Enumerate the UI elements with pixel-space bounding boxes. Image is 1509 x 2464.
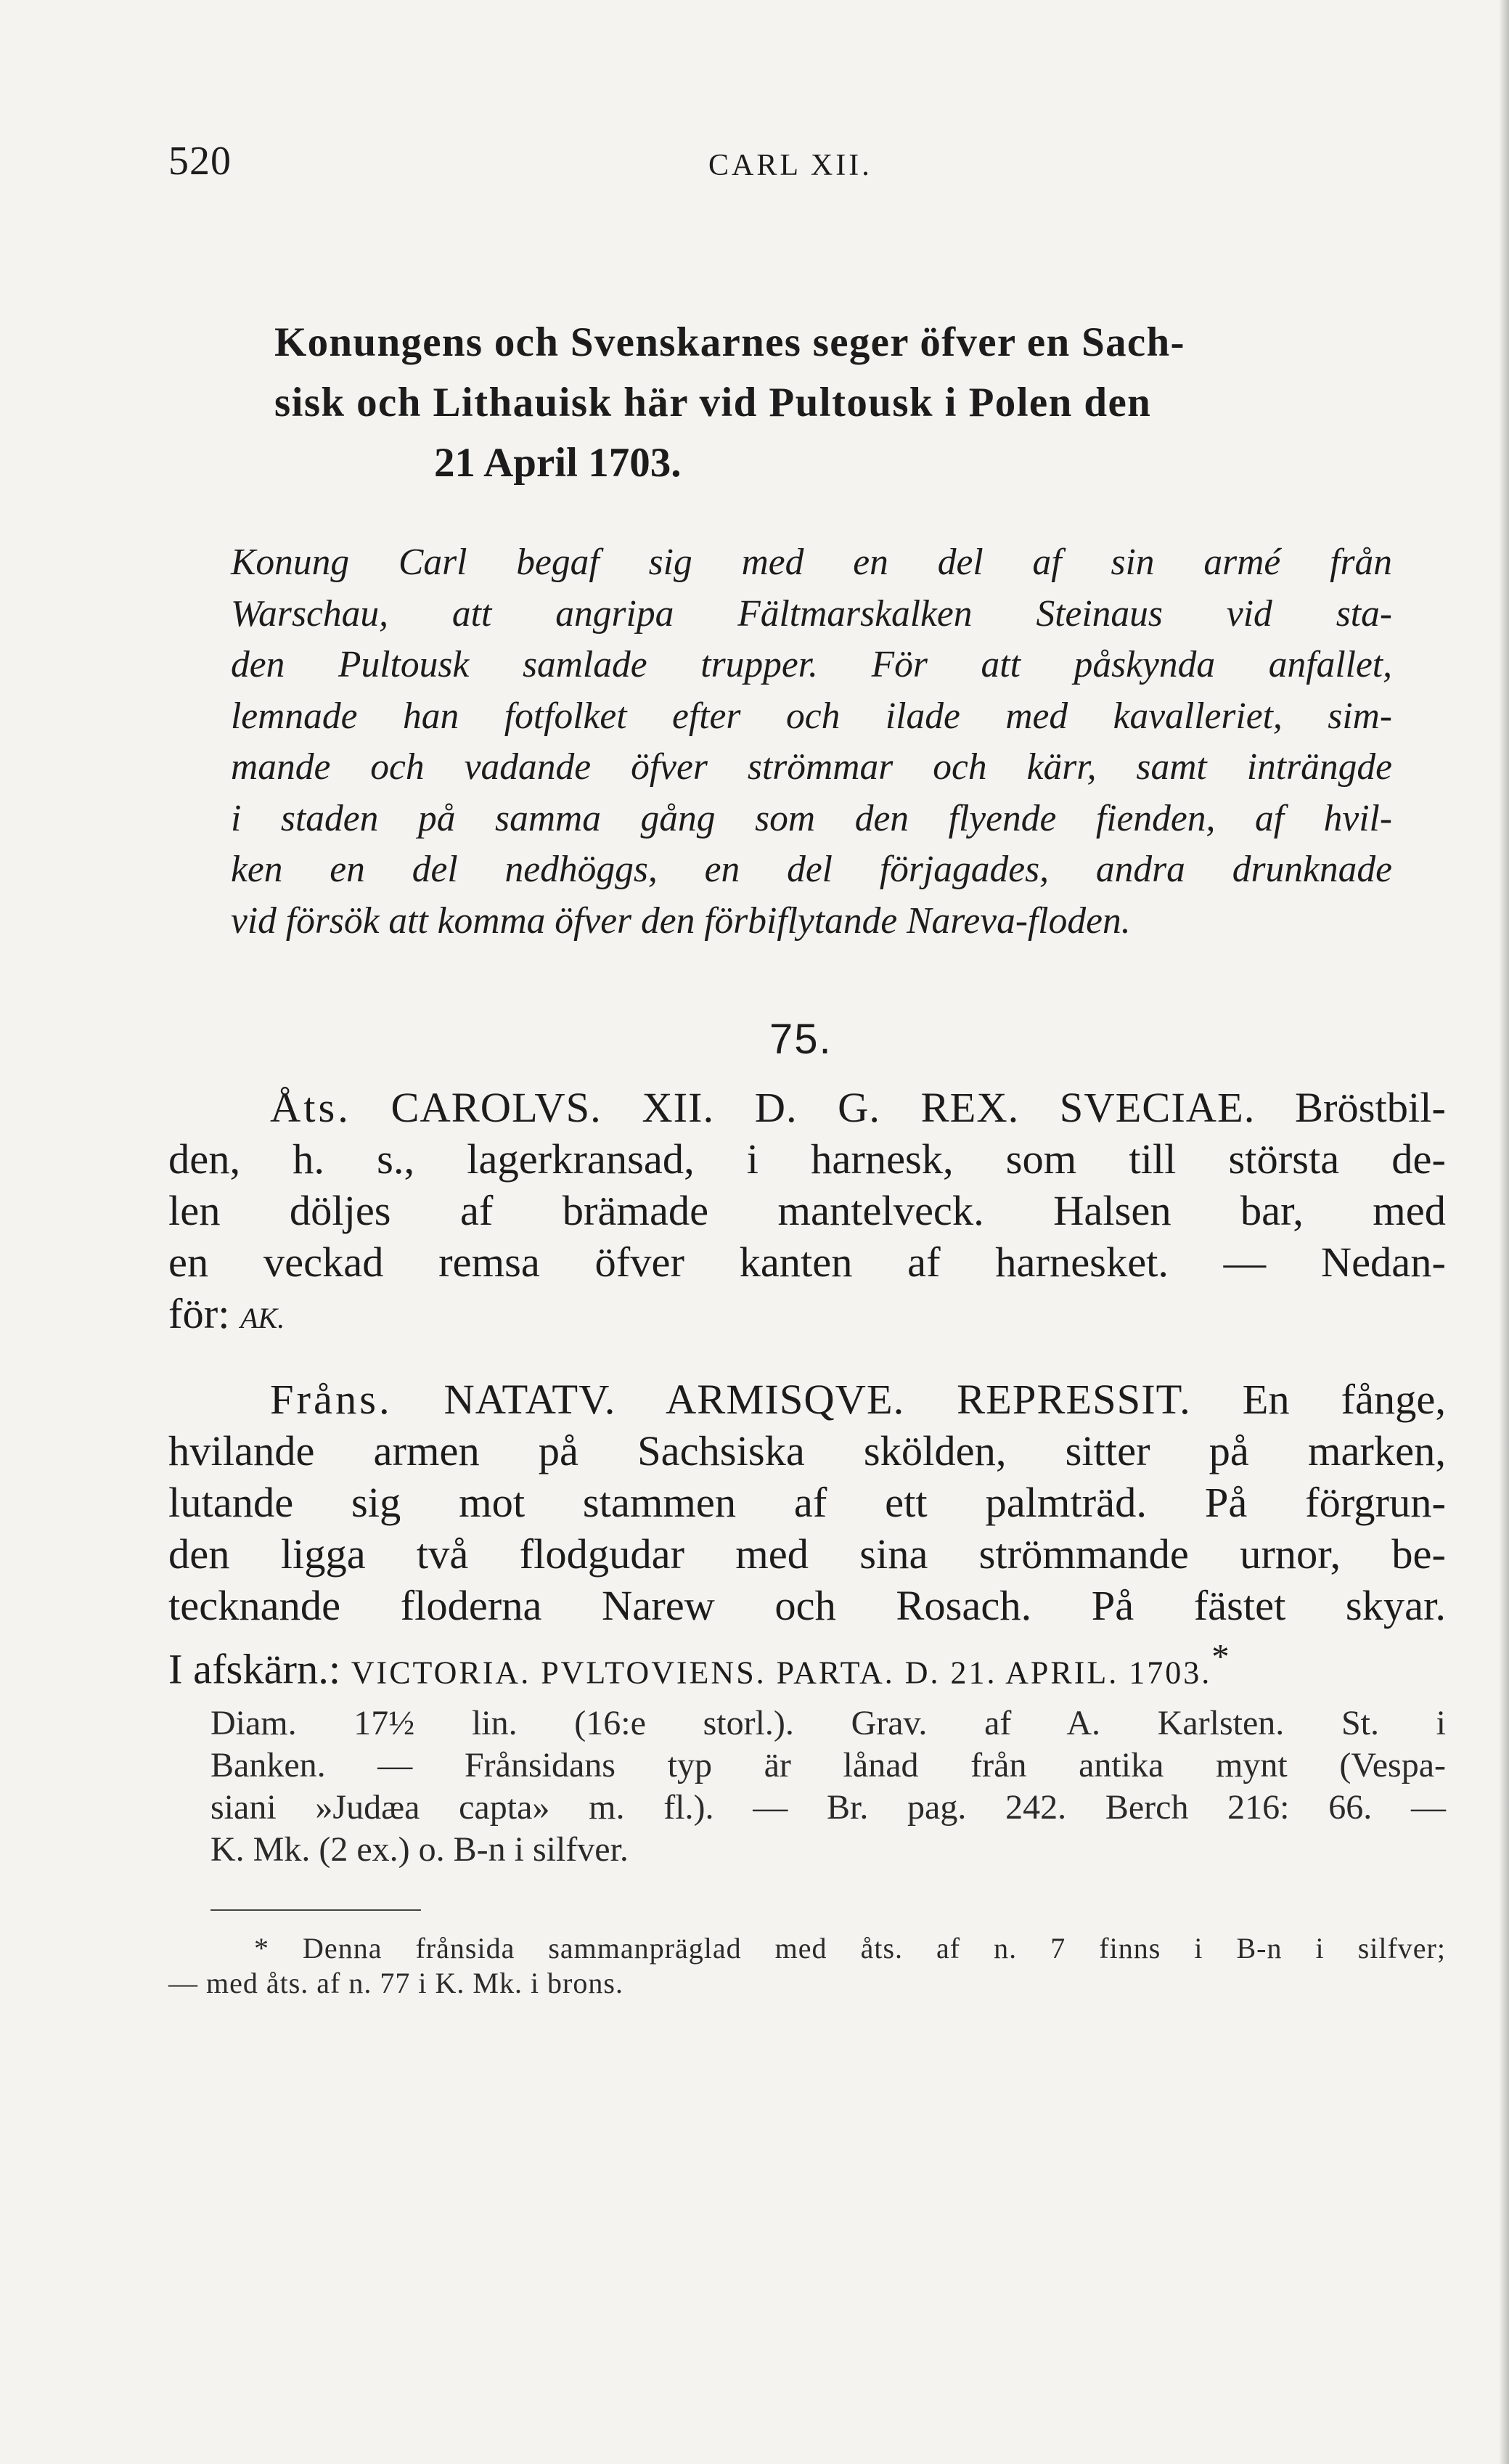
scan-edge-shadow <box>1499 0 1509 2464</box>
intro-line: Konung Carl begaf sig med en del af sin armé från <box>231 542 1392 583</box>
exergue-label: I afskärn.: <box>168 1645 341 1693</box>
details-line: Banken. — Frånsidans typ är lånad från antika mynt (Vespa- <box>210 1746 1446 1784</box>
obverse-line: len döljes af brämade mantelveck. Halsen bar, med <box>168 1187 1446 1234</box>
obverse-line: den, h. s., lagerkransad, i harnesk, som till största de- <box>168 1135 1446 1183</box>
engraver-mark: AK. <box>240 1302 285 1334</box>
reverse-line: tecknande floderna Narew och Rosach. På fästet skyar. <box>168 1582 1446 1629</box>
title-line: 21 April 1703. <box>434 440 682 486</box>
reverse-line: lutande sig mot stammen af ett palmträd. På förgrun- <box>168 1479 1446 1526</box>
obverse-line: en veckad remsa öfver kanten af harnesket. — Nedan- <box>168 1239 1446 1286</box>
section-title <box>274 312 1341 493</box>
details-line: Diam. 17½ lin. (16:e storl.). Grav. af A. Karlsten. St. i <box>210 1704 1446 1742</box>
obverse-line <box>168 1288 1446 1344</box>
entry-number: 75. <box>769 1016 833 1063</box>
reverse-description <box>168 1374 1446 1699</box>
obverse-legend: CAROLVS. XII. D. G. REX. SVECIAE. <box>390 1084 1256 1131</box>
obverse-text: Bröstbil- <box>1294 1084 1446 1131</box>
page-header <box>168 138 1446 189</box>
medal-details <box>210 1702 1446 1871</box>
reverse-legend: NATATV. ARMISQVE. REPRESSIT. <box>443 1376 1191 1423</box>
running-title: CARL XII. <box>708 149 872 182</box>
intro-line: i staden på samma gång som den flyende fienden, af hvil- <box>231 797 1392 839</box>
details-line: siani »Judæa capta» m. fl.). — Br. pag. 242. Berch 216: 66. — <box>210 1788 1446 1827</box>
footnote-line: — med åts. af n. 77 i K. Mk. i brons. <box>168 1967 623 1999</box>
obverse-label: Åts. <box>270 1084 351 1131</box>
intro-line: den Pultousk samlade trupper. För att påskynda anfallet, <box>231 644 1392 685</box>
intro-line: vid försök att komma öfver den förbiflytande Nareva-floden. <box>231 899 1131 942</box>
footnote-marker[interactable]: * <box>1211 1637 1230 1676</box>
obverse-line <box>168 1082 1446 1133</box>
reverse-text: En fånge, <box>1242 1376 1446 1423</box>
exergue-text: VICTORIA. PVLTOVIENS. PARTA. D. 21. APRIL. 1703. <box>351 1655 1212 1691</box>
obverse-description <box>168 1082 1446 1344</box>
intro-line: Warschau, att angripa Fältmarskalken Steinaus vid sta- <box>231 592 1392 635</box>
footnote-divider <box>210 1909 421 1911</box>
reverse-label: Fråns. <box>270 1376 393 1423</box>
reverse-line <box>168 1374 1446 1425</box>
intro-line: lemnade han fotfolket efter och ilade med kavalleriet, sim- <box>231 695 1392 737</box>
intro-line: mande och vadande öfver strömmar och kärr, samt inträngde <box>231 746 1392 788</box>
page-number: 520 <box>168 139 232 184</box>
exergue-line <box>168 1631 1446 1699</box>
reverse-line: den ligga två flodgudar med sina strömmande urnor, be- <box>168 1530 1446 1578</box>
footnote-line: * Denna frånsida sammanpräglad med åts. af n. 7 finns i B-n i silfver; <box>254 1932 1446 1965</box>
below-label: för: <box>168 1290 230 1337</box>
title-line: sisk och Lithauisk här vid Pultousk i Polen den <box>274 380 1152 425</box>
title-line: Konungens och Svenskarnes seger öfver en Sach- <box>274 319 1185 365</box>
intro-line: ken en del nedhöggs, en del förjagades, andra drunknade <box>231 849 1392 890</box>
footnote <box>168 1931 1446 2001</box>
intro-paragraph <box>231 537 1392 947</box>
details-line: K. Mk. (2 ex.) o. B-n i silfver. <box>210 1830 629 1869</box>
reverse-line: hvilande armen på Sachsiska skölden, sitter på marken, <box>168 1427 1446 1474</box>
